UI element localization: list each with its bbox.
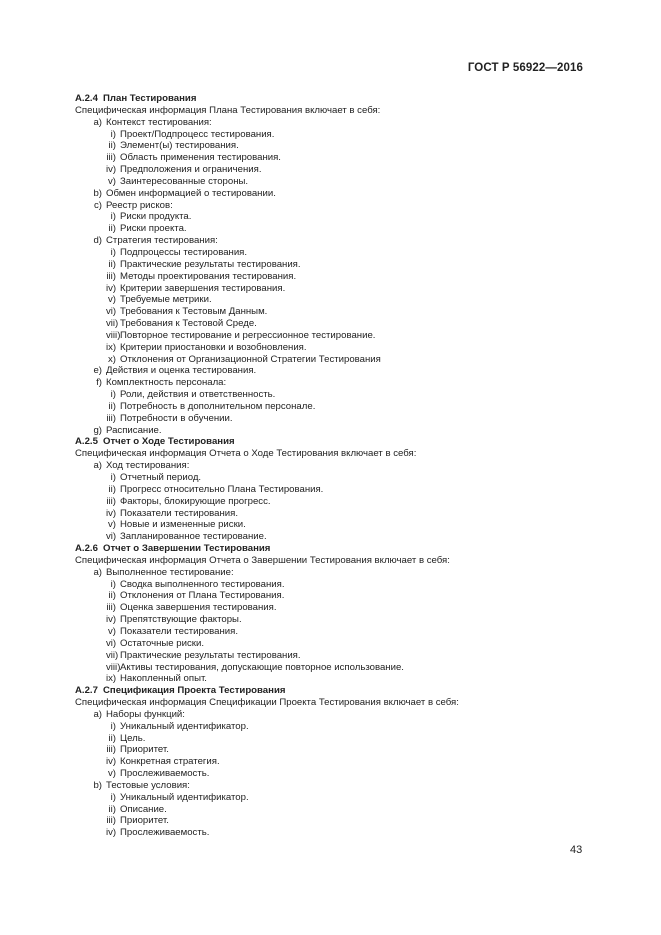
sub-list-item <box>75 756 595 768</box>
sub-list-item-text: Накопленный опыт. <box>120 673 207 685</box>
sub-list-marker: vii) <box>106 318 119 330</box>
sub-list-item-text: Отклонения от Плана Тестирования. <box>120 590 285 602</box>
sub-list-item-text: Оценка завершения тестирования. <box>120 602 277 614</box>
list-marker: c) <box>94 199 102 211</box>
sub-list-item <box>75 259 595 271</box>
section-intro: Специфическая информация Плана Тестирования включает в себя: <box>75 104 381 116</box>
list-item-text: Ход тестирования: <box>106 460 190 472</box>
sub-list-marker: i) <box>110 791 116 803</box>
section-number: A.2.7 <box>75 685 98 697</box>
sub-list-item-text: Показатели тестирования. <box>120 625 239 637</box>
sub-list-item-text: Роли, действия и ответственность. <box>120 389 276 401</box>
sub-list-marker: i) <box>110 578 116 590</box>
sub-list-item-text: Прослеживаемость. <box>120 768 210 780</box>
list-item <box>75 780 595 792</box>
list-item <box>75 200 595 212</box>
section-title: Спецификация Проекта Тестирования <box>103 685 286 697</box>
sub-list-item-text: Отклонения от Организационной Стратегии Тестирования <box>120 353 381 365</box>
list-item <box>75 235 595 247</box>
list-item-text: Контекст тестирования: <box>106 116 212 128</box>
list-marker: a) <box>93 460 102 472</box>
list-item <box>75 425 595 437</box>
list-item <box>75 117 595 129</box>
section-title: План Тестирования <box>103 93 197 104</box>
sub-list-item-text: Элемент(ы) тестирования. <box>120 140 239 152</box>
sub-list-item-text: Прогресс относительно Плана Тестирования. <box>120 483 324 495</box>
list-item-text: Расписание. <box>106 424 162 436</box>
sub-list-item <box>75 768 595 780</box>
document-standard-id: ГОСТ Р 56922—2016 <box>467 62 583 74</box>
section <box>75 543 595 685</box>
sub-list-item <box>75 638 595 650</box>
list-item <box>75 365 595 377</box>
list-item-text: Выполненное тестирование: <box>106 566 234 578</box>
sub-list-item-text: Цель. <box>120 732 146 744</box>
section-title: Отчет о Завершении Тестирования <box>103 543 271 555</box>
list-item-text: Действия и оценка тестирования. <box>106 365 257 377</box>
sub-list-marker: iii) <box>106 815 116 827</box>
sub-list-marker: ii) <box>108 732 116 744</box>
sub-list-marker: iii) <box>106 412 116 424</box>
sub-list-marker: i) <box>110 472 116 483</box>
section-number: A.2.5 <box>75 436 98 448</box>
list-marker: a) <box>93 708 102 720</box>
sub-list-item-text: Приоритет. <box>120 815 169 827</box>
sub-list-item-text: Область применения тестирования. <box>120 152 281 164</box>
sub-list-item-text: Активы тестирования, допускающие повторное использование. <box>120 661 404 673</box>
section-number: A.2.6 <box>75 543 98 555</box>
sub-list-item-text: Требования к Тестовым Данным. <box>120 306 268 318</box>
page-number: 43 <box>570 844 583 856</box>
sub-list-marker: iii) <box>106 152 116 164</box>
sub-list-item <box>75 519 595 531</box>
sub-list-marker: i) <box>110 720 116 732</box>
sub-list-marker: v) <box>108 768 116 780</box>
sub-list-item <box>75 152 595 164</box>
sub-list-marker: iv) <box>106 282 117 294</box>
sub-list-item-text: Заинтересованные стороны. <box>120 175 249 187</box>
list-item-text: Наборы функций: <box>106 708 185 720</box>
sub-list-item-text: Остаточные риски. <box>120 637 204 649</box>
sub-list-item <box>75 484 595 496</box>
sub-list-item-text: Методы проектирования тестирования. <box>120 270 297 282</box>
sub-list-item-text: Прослеживаемость. <box>120 827 210 839</box>
list-item-text: Комплектность персонала: <box>106 377 227 389</box>
sub-list-item-text: Критерии приостановки и возобновления. <box>120 341 307 353</box>
sub-list-marker: viii) <box>106 329 121 341</box>
sub-list-marker: vi) <box>106 306 117 318</box>
sub-list-item-text: Показатели тестирования. <box>120 507 239 519</box>
list-item <box>75 709 595 721</box>
sub-list-item-text: Уникальный идентификатор. <box>120 791 249 803</box>
sub-list-item <box>75 579 595 591</box>
sub-list-marker: vi) <box>106 637 117 649</box>
sub-list-item <box>75 827 595 839</box>
sub-list-item <box>75 294 595 306</box>
sub-list-marker: ii) <box>108 140 116 152</box>
sub-list-item <box>75 283 595 295</box>
sub-list-marker: viii) <box>106 661 121 673</box>
sub-list-marker: iii) <box>106 744 116 756</box>
sub-list-marker: ii) <box>108 483 116 495</box>
sub-list-item-text: Проект/Подпроцесс тестирования. <box>120 128 275 140</box>
sub-list-item <box>75 330 595 342</box>
sub-list-item-text: Требования к Тестовой Среде. <box>120 318 257 330</box>
sub-list-marker: iv) <box>106 614 117 626</box>
sub-list-item <box>75 673 595 685</box>
sub-list-marker: iv) <box>106 756 117 768</box>
sub-list-item-text: Факторы, блокирующие прогресс. <box>120 495 271 507</box>
sub-list-marker: v) <box>108 625 116 637</box>
list-marker: a) <box>93 566 102 578</box>
sub-list-item <box>75 401 595 413</box>
sub-list-item <box>75 413 595 425</box>
section-heading <box>75 685 595 697</box>
sub-list-item <box>75 472 595 484</box>
sub-list-marker: ix) <box>106 673 117 685</box>
sub-list-item-text: Практические результаты тестирования. <box>120 258 301 270</box>
sub-list-marker: ii) <box>108 803 116 815</box>
sub-list-item-text: Уникальный идентификатор. <box>120 720 249 732</box>
list-item-text: Тестовые условия: <box>106 779 190 791</box>
list-marker: e) <box>93 365 102 377</box>
sub-list-marker: v) <box>108 294 116 306</box>
document-body <box>75 93 595 839</box>
sub-list-marker: i) <box>110 211 116 223</box>
sub-list-item <box>75 496 595 508</box>
sub-list-item <box>75 389 595 401</box>
sub-list-item <box>75 590 595 602</box>
list-marker: a) <box>93 116 102 128</box>
sub-list-item-text: Потребность в дополнительном персонале. <box>120 400 316 412</box>
sub-list-item-text: Предположения и ограничения. <box>120 164 262 176</box>
section <box>75 685 595 839</box>
section <box>75 436 595 543</box>
sub-list-item-text: Риски продукта. <box>120 211 192 223</box>
sub-list-item <box>75 650 595 662</box>
sub-list-item <box>75 662 595 674</box>
sub-list-marker: vii) <box>106 649 119 661</box>
section-intro: Специфическая информация Отчета о Ходе Тестирования включает в себя: <box>75 448 417 460</box>
sub-list-marker: ix) <box>106 341 117 353</box>
sub-list-item <box>75 318 595 330</box>
section-intro: Специфическая информация Спецификации Проекта Тестирования включает в себя: <box>75 697 459 709</box>
sub-list-marker: x) <box>108 353 116 365</box>
sub-list-item <box>75 223 595 235</box>
sub-list-item <box>75 531 595 543</box>
sub-list-item <box>75 271 595 283</box>
list-item-text: Реестр рисков: <box>106 199 173 211</box>
sub-list-marker: v) <box>108 175 116 187</box>
list-item <box>75 377 595 389</box>
sub-list-item-text: Потребности в обучении. <box>120 412 233 424</box>
list-item <box>75 188 595 200</box>
sub-list-item <box>75 721 595 733</box>
sub-list-item <box>75 614 595 626</box>
sub-list-marker: ii) <box>108 223 116 235</box>
list-item-text: Обмен информацией о тестировании. <box>106 187 276 199</box>
section-heading <box>75 93 595 105</box>
sub-list-item <box>75 508 595 520</box>
sub-list-item <box>75 792 595 804</box>
sub-list-marker: i) <box>110 128 116 140</box>
sub-list-item-text: Новые и измененные риски. <box>120 519 246 531</box>
sub-list-item-text: Критерии завершения тестирования. <box>120 282 286 294</box>
section-title: Отчет о Ходе Тестирования <box>103 436 235 448</box>
list-marker: b) <box>93 187 102 199</box>
sub-list-item <box>75 804 595 816</box>
sub-list-item-text: Препятствующие факторы. <box>120 614 242 626</box>
list-marker: b) <box>93 779 102 791</box>
sub-list-item-text: Запланированное тестирование. <box>120 531 267 543</box>
sub-list-marker: iii) <box>106 495 116 507</box>
sub-list-marker: iii) <box>106 270 116 282</box>
section-heading <box>75 543 595 555</box>
sub-list-item <box>75 733 595 745</box>
list-marker: f) <box>96 377 102 389</box>
sub-list-item <box>75 354 595 366</box>
sub-list-marker: iii) <box>106 602 116 614</box>
sub-list-item <box>75 602 595 614</box>
sub-list-marker: ii) <box>108 590 116 602</box>
sub-list-item <box>75 164 595 176</box>
sub-list-item <box>75 815 595 827</box>
sub-list-item-text: Отчетный период. <box>120 472 202 483</box>
sub-list-marker: ii) <box>108 258 116 270</box>
sub-list-marker: vi) <box>106 531 117 543</box>
sub-list-marker: i) <box>110 389 116 401</box>
sub-list-marker: iv) <box>106 507 117 519</box>
list-marker: g) <box>93 424 102 436</box>
list-marker: d) <box>93 235 102 247</box>
sub-list-item-text: Повторное тестирование и регрессионное тестирование. <box>120 329 376 341</box>
list-item <box>75 460 595 472</box>
list-item-text: Стратегия тестирования: <box>106 235 218 247</box>
sub-list-item <box>75 176 595 188</box>
sub-list-marker: i) <box>110 246 116 258</box>
sub-list-item <box>75 342 595 354</box>
section-number: A.2.4 <box>75 93 98 104</box>
sub-list-item-text: Риски проекта. <box>120 223 187 235</box>
sub-list-marker: iv) <box>106 827 117 839</box>
section-heading <box>75 436 595 448</box>
sub-list-marker: ii) <box>108 400 116 412</box>
sub-list-item <box>75 306 595 318</box>
sub-list-item <box>75 626 595 638</box>
sub-list-item <box>75 247 595 259</box>
sub-list-marker: v) <box>108 519 116 531</box>
sub-list-item-text: Подпроцессы тестирования. <box>120 246 248 258</box>
list-item <box>75 567 595 579</box>
sub-list-item-text: Практические результаты тестирования. <box>120 649 301 661</box>
sub-list-item <box>75 211 595 223</box>
sub-list-item <box>75 140 595 152</box>
sub-list-marker: iv) <box>106 164 117 176</box>
sub-list-item-text: Описание. <box>120 803 167 815</box>
sub-list-item-text: Сводка выполненного тестирования. <box>120 578 285 590</box>
sub-list-item-text: Приоритет. <box>120 744 169 756</box>
sub-list-item-text: Требуемые метрики. <box>120 294 212 306</box>
sub-list-item <box>75 129 595 141</box>
sub-list-item-text: Конкретная стратегия. <box>120 756 220 768</box>
sub-list-item <box>75 744 595 756</box>
section <box>75 93 595 436</box>
section-intro: Специфическая информация Отчета о Завершении Тестирования включает в себя: <box>75 554 450 566</box>
